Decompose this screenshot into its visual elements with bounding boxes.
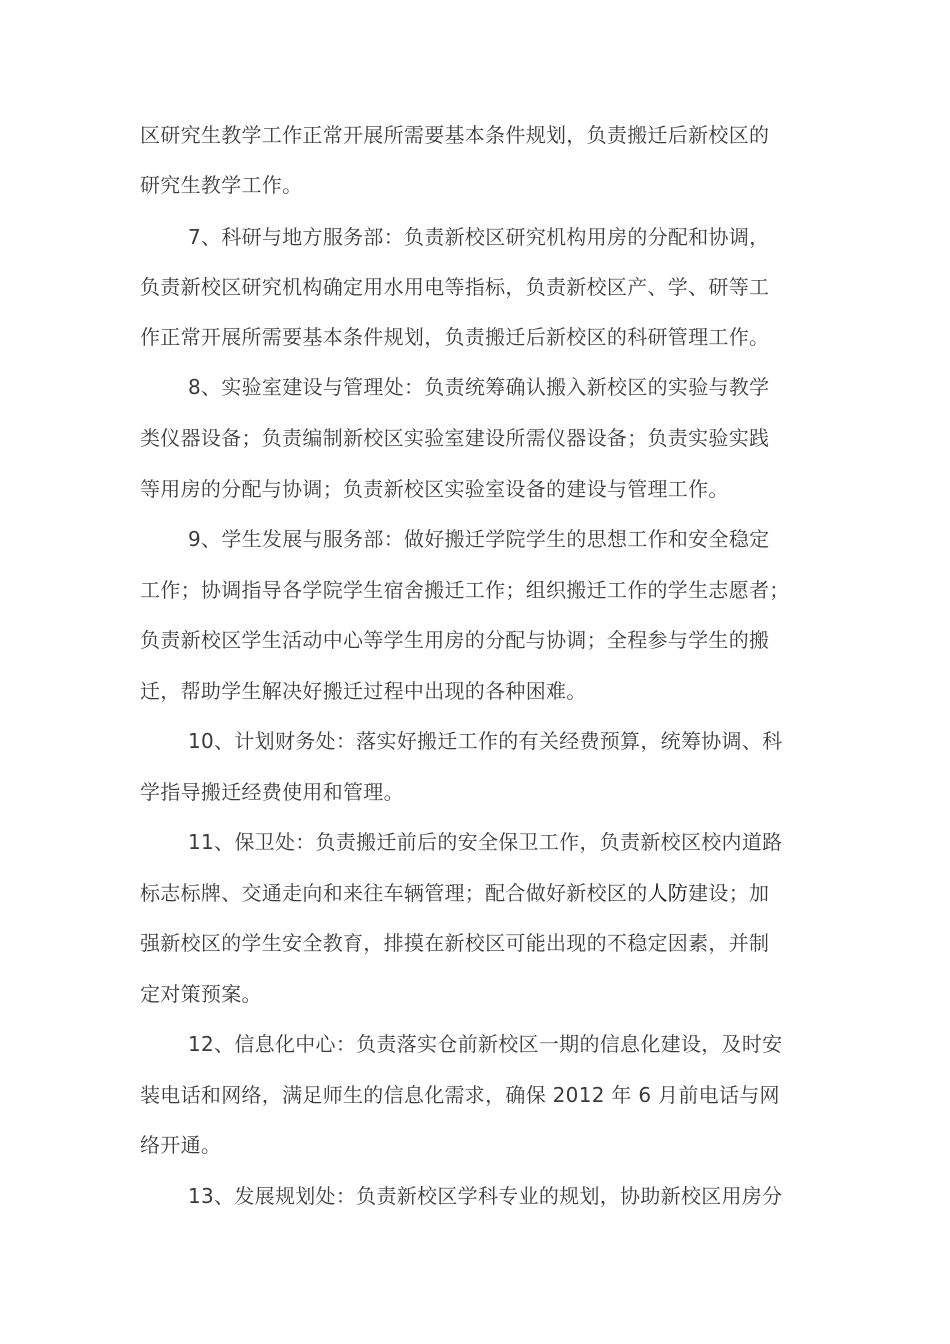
text-line: 学指导搬迁经费使用和管理。 <box>140 780 404 804</box>
highlighted-term: 人防 <box>647 881 689 905</box>
text-line: 7、科研与地方服务部：负责新校区研究机构用房的分配和协调， <box>188 225 770 249</box>
text-line: 11、保卫处：负责搬迁前后的安全保卫工作，负责新校区校内道路 <box>188 830 783 854</box>
text-line: 装电话和网络，满足师生的信息化需求，确保 2012 年 6 月前电话与网 <box>140 1083 780 1107</box>
text-line: 区研究生教学工作正常开展所需要基本条件规划，负责搬迁后新校区的 <box>140 123 770 147</box>
text-line: 强新校区的学生安全教育，排摸在新校区可能出现的不稳定因素，并制 <box>140 931 770 955</box>
text-line: 负责新校区学生活动中心等学生用房的分配与协调；全程参与学生的搬 <box>140 628 770 652</box>
text-line: 作正常开展所需要基本条件规划，负责搬迁后新校区的科研管理工作。 <box>140 325 770 349</box>
text-line: 类仪器设备；负责编制新校区实验室建设所需仪器设备；负责实验实践 <box>140 426 770 450</box>
text-line: 迁，帮助学生解决好搬迁过程中出现的各种困难。 <box>140 679 587 703</box>
text-line: 8、实验室建设与管理处：负责统筹确认搬入新校区的实验与教学 <box>188 375 770 399</box>
text-line: 研究生教学工作。 <box>140 173 303 197</box>
text-line: 12、信息化中心：负责落实仓前新校区一期的信息化建设，及时安 <box>188 1032 783 1056</box>
text-line: 络开通。 <box>140 1133 222 1157</box>
text-segment: 标志标牌、交通走向和来往车辆管理；配合做好新校区的 <box>140 881 648 905</box>
text-line: 负责新校区研究机构确定用水用电等指标，负责新校区产、学、研等工 <box>140 275 770 299</box>
text-line: 定对策预案。 <box>140 982 262 1006</box>
text-line: 等用房的分配与协调；负责新校区实验室设备的建设与管理工作。 <box>140 477 729 501</box>
text-segment: 建设；加 <box>688 881 770 905</box>
text-line: 13、发展规划处：负责新校区学科专业的规划，协助新校区用房分 <box>188 1184 783 1208</box>
text-line: 10、计划财务处：落实好搬迁工作的有关经费预算，统筹协调、科 <box>188 729 783 753</box>
text-line: 工作；协调指导各学院学生宿舍搬迁工作；组织搬迁工作的学生志愿者； <box>140 578 790 602</box>
text-line: 9、学生发展与服务部：做好搬迁学院学生的思想工作和安全稳定 <box>188 527 770 551</box>
text-line <box>140 879 769 907</box>
